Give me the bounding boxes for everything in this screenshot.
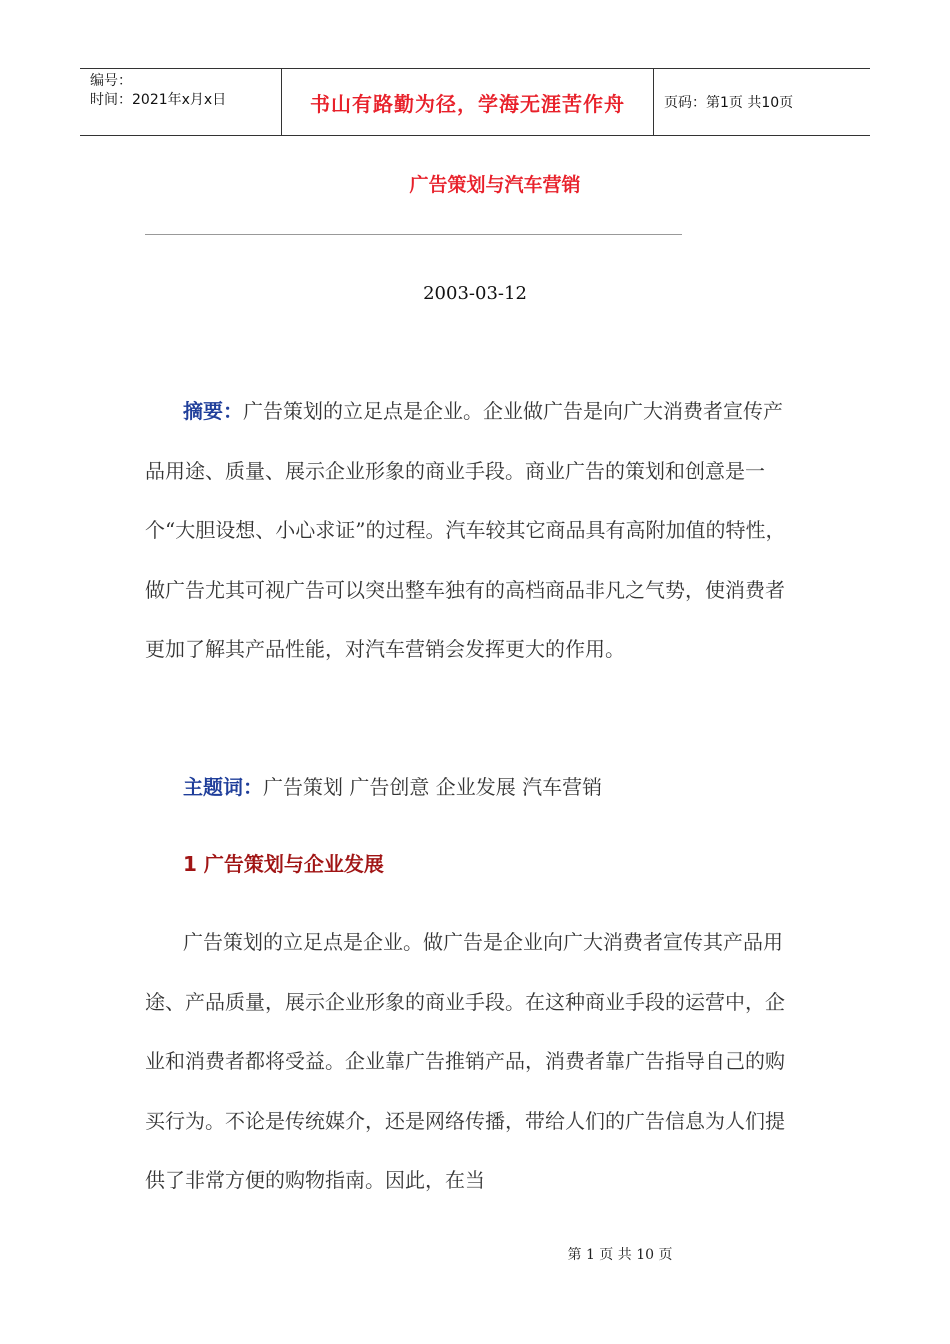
- document-date: 2003-03-12: [423, 283, 527, 304]
- title-divider: [145, 234, 682, 235]
- keywords-label: 主题词：: [183, 775, 263, 799]
- abstract-text: 广告策划的立足点是企业。企业做广告是向广大消费者宣传产品用途、质量、展示企业形象的商业手段。商业广告的策划和创意是一个“大胆设想、小心求证”的过程。汽车较其它商品具有高附加值的特性，做广告尤其可视广告可以突出整车独有的高档商品非凡之气势，使消费者更加了解其产品性能，对汽车营销会发挥更大的作用。: [145, 399, 786, 661]
- section-heading: 1 广告策划与企业发展: [183, 852, 384, 876]
- section-paragraph: 广告策划的立足点是企业。做广告是企业向广大消费者宣传其产品用途、产品质量，展示企业形象的商业手段。在这种商业手段的运营中，企业和消费者都将受益。企业靠广告推销产品，消费者靠广告指导自己的购买行为。不论是传统媒介，还是网络传播，带给人们的广告信息为人们提供了非常方便的购物指南。因此，在当: [145, 930, 785, 1192]
- number-label: 编号：: [90, 73, 132, 89]
- header-table: [80, 68, 870, 136]
- page-footer: 第 1 页 共 10 页: [567, 1247, 673, 1263]
- header-page-info: 页码：第1页 共10页: [664, 95, 794, 111]
- document-title: 广告策划与汽车营销: [409, 174, 581, 196]
- abstract-label: 摘要：: [183, 399, 243, 423]
- keywords-text: 广告策划 广告创意 企业发展 汽车营销: [263, 775, 603, 799]
- header-meta: [80, 69, 281, 135]
- keywords-paragraph: [145, 758, 795, 818]
- time-label: 时间：2021年x月x日: [90, 92, 227, 108]
- abstract-paragraph: [145, 382, 795, 680]
- header-motto: 书山有路勤为径，学海无涯苦作舟: [281, 69, 654, 135]
